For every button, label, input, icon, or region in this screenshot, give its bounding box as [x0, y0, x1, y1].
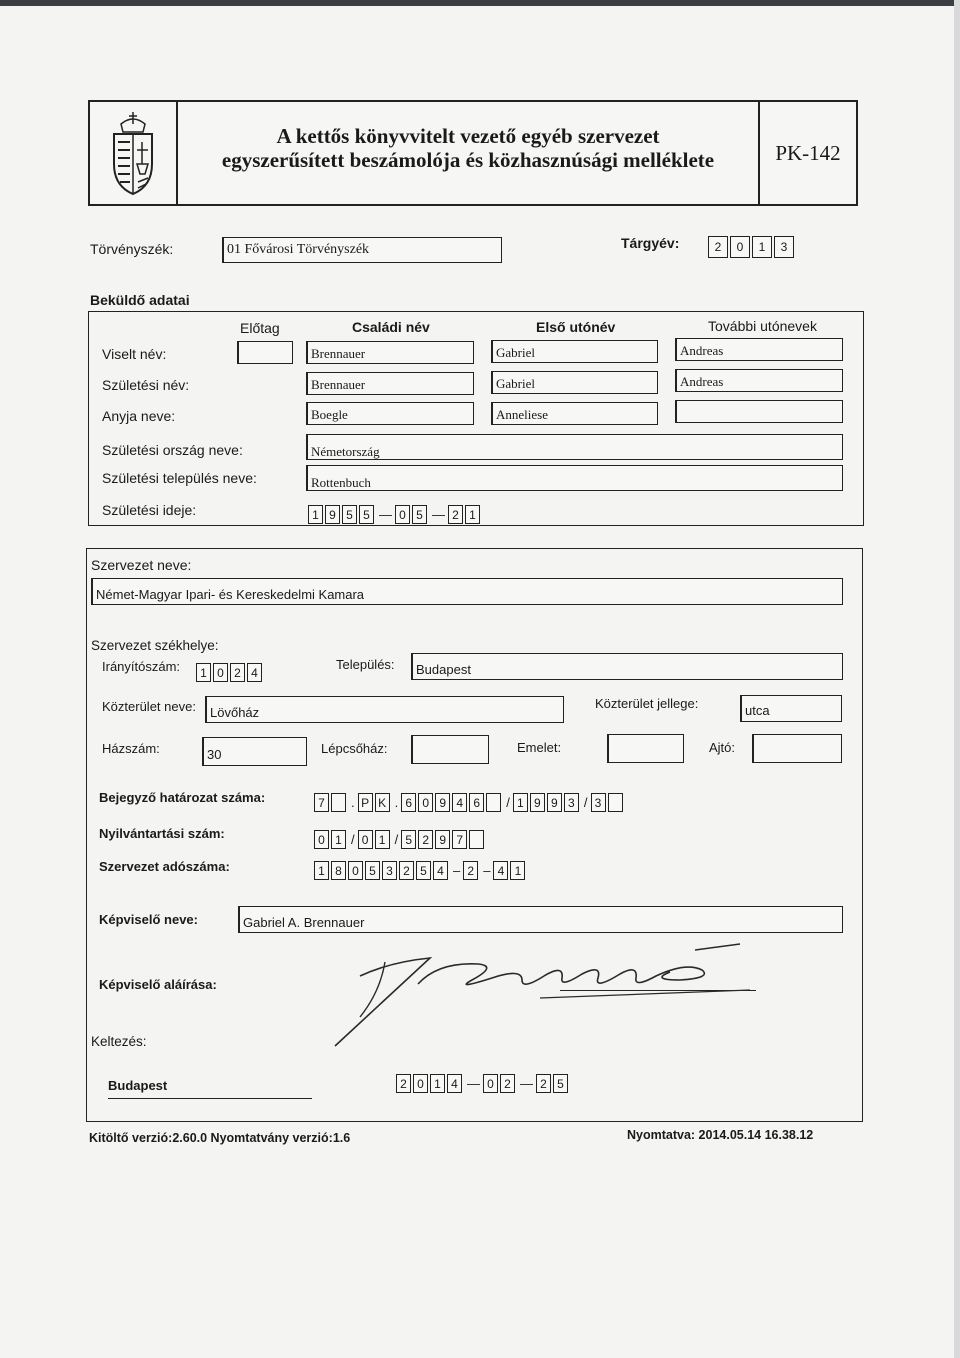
dated-date-field[interactable]: [396, 1074, 570, 1093]
digit-box: 4: [247, 663, 262, 682]
digit-box: 1: [513, 793, 528, 812]
dated-place-line: [108, 1098, 312, 1099]
digit-box: [469, 830, 484, 849]
scan-top-edge: [0, 0, 960, 6]
digit-box: K: [375, 793, 390, 812]
slash-separator: /: [394, 832, 399, 847]
digit-box: 2: [418, 830, 433, 849]
digit-box: 4: [452, 793, 467, 812]
slash-separator: /: [583, 795, 588, 810]
col-first-header: Első utónév: [536, 319, 616, 335]
digit-box: 2: [399, 861, 414, 880]
digit-box: 2: [708, 236, 728, 258]
birth-name-label: Születési név:: [102, 377, 190, 393]
floor-label: Emelet:: [517, 740, 562, 755]
registration-decision-field[interactable]: [314, 793, 625, 812]
footer-version: Kitöltő verzió:2.60.0 Nyomtatvány verzió:1.6: [89, 1131, 351, 1145]
digit-box: 9: [325, 505, 340, 524]
digit-box: 0: [395, 505, 410, 524]
date-separator: —: [467, 1076, 480, 1091]
worn-name-prefix-field[interactable]: [237, 341, 293, 364]
worn-name-label: Viselt név:: [102, 346, 167, 362]
dated-label: Keltezés:: [91, 1034, 147, 1049]
digit-box: [331, 793, 346, 812]
court-label: Törvényszék:: [90, 241, 174, 257]
house-number-field[interactable]: 30: [202, 737, 307, 766]
digit-box: 6: [469, 793, 484, 812]
dated-place[interactable]: Budapest: [108, 1078, 168, 1093]
birth-name-other-field[interactable]: Andreas: [675, 369, 843, 392]
digit-box: 3: [774, 236, 794, 258]
street-type-label: Közterület jellege:: [595, 696, 699, 711]
zip-field[interactable]: [196, 663, 264, 682]
birth-date-label: Születési ideje:: [102, 502, 197, 518]
door-field[interactable]: [752, 734, 842, 763]
digit-box: 1: [196, 663, 211, 682]
digit-box: 9: [530, 793, 545, 812]
footer-printed-timestamp: Nyomtatva: 2014.05.14 16.38.12: [627, 1128, 814, 1142]
digit-box: 5: [342, 505, 357, 524]
year-field[interactable]: [708, 236, 796, 258]
digit-box: 9: [435, 830, 450, 849]
mother-name-first-field[interactable]: Anneliese: [491, 402, 658, 425]
digit-box: 5: [401, 830, 416, 849]
stair-field[interactable]: [411, 735, 489, 764]
digit-box: 0: [358, 830, 373, 849]
digit-box: 2: [448, 505, 463, 524]
house-number-label: Házszám:: [102, 741, 160, 756]
org-seat-label: Szervezet székhelye:: [91, 638, 219, 653]
form-code: PK-142: [758, 102, 856, 204]
slash-separator: /: [351, 832, 355, 847]
slash-separator: /: [506, 795, 510, 810]
handwritten-signature: [330, 938, 760, 1050]
date-separator: —: [520, 1076, 533, 1091]
registry-number-label: Nyilvántartási szám:: [99, 826, 225, 841]
digit-box: 1: [314, 861, 329, 880]
representative-name-field[interactable]: Gabriel A. Brennauer: [238, 906, 843, 933]
digit-box: 9: [435, 793, 450, 812]
digit-box: 7: [314, 793, 329, 812]
birth-city-field[interactable]: Rottenbuch: [306, 465, 843, 491]
birth-country-label: Születési ország neve:: [102, 442, 243, 458]
floor-field[interactable]: [607, 734, 684, 763]
digit-box: 5: [416, 861, 431, 880]
col-other-header: További utónevek: [708, 318, 817, 334]
birth-name-family-field[interactable]: Brennauer: [306, 372, 474, 395]
digit-box: 5: [553, 1074, 568, 1093]
date-separator: —: [432, 507, 445, 522]
digit-box: 1: [752, 236, 772, 258]
city-label: Település:: [336, 657, 395, 672]
scan-right-edge: [954, 0, 960, 1358]
digit-box: 1: [308, 505, 323, 524]
digit-box: P: [358, 793, 373, 812]
tax-number-field[interactable]: [314, 861, 527, 880]
col-family-header: Családi név: [352, 319, 430, 335]
form-title-line1: A kettős könyvvitelt vezető egyéb szervezet: [276, 124, 660, 148]
digit-box: 4: [447, 1074, 462, 1093]
digit-box: 5: [412, 505, 427, 524]
digit-box: [608, 793, 623, 812]
digit-box: 2: [500, 1074, 515, 1093]
worn-name-first-field[interactable]: Gabriel: [491, 340, 658, 363]
digit-box: 0: [418, 793, 433, 812]
digit-box: 1: [331, 830, 346, 849]
digit-box: 8: [331, 861, 346, 880]
mother-name-family-field[interactable]: Boegle: [306, 402, 474, 425]
digit-box: 7: [452, 830, 467, 849]
city-field[interactable]: Budapest: [411, 653, 843, 680]
digit-box: 1: [510, 861, 525, 880]
digit-box: 0: [413, 1074, 428, 1093]
digit-box: 0: [483, 1074, 498, 1093]
digit-box: 1: [465, 505, 480, 524]
dash-separator: –: [453, 863, 461, 878]
digit-box: 0: [213, 663, 228, 682]
dot-separator: .: [394, 795, 399, 810]
digit-box: 2: [536, 1074, 551, 1093]
dash-separator: –: [483, 863, 491, 878]
digit-box: 2: [230, 663, 245, 682]
worn-name-other-field[interactable]: Andreas: [675, 338, 843, 361]
date-separator: —: [379, 507, 392, 522]
col-prefix-header: Előtag: [240, 320, 280, 336]
digit-box: 0: [314, 830, 329, 849]
digit-box: 5: [359, 505, 374, 524]
mother-name-other-field[interactable]: [675, 400, 843, 423]
submitter-section-title: Beküldő adatai: [90, 292, 190, 308]
mother-name-label: Anyja neve:: [102, 408, 176, 424]
form-header: [88, 100, 858, 206]
dot-separator: .: [351, 795, 355, 810]
digit-box: 9: [547, 793, 562, 812]
representative-signature-label: Képviselő aláírása:: [99, 977, 217, 992]
digit-box: 1: [375, 830, 390, 849]
digit-box: 3: [591, 793, 606, 812]
birth-date-field[interactable]: [308, 505, 482, 524]
registry-number-field[interactable]: [314, 830, 486, 849]
birth-name-first-field[interactable]: Gabriel: [491, 371, 658, 394]
org-name-field[interactable]: Német-Magyar Ipari- és Kereskedelmi Kamara: [91, 578, 843, 605]
registration-decision-label: Bejegyző határozat száma:: [99, 790, 266, 805]
digit-box: 1: [430, 1074, 445, 1093]
digit-box: 5: [365, 861, 380, 880]
worn-name-family-field[interactable]: Brennauer: [306, 341, 474, 364]
court-field[interactable]: 01 Fővárosi Törvényszék: [222, 237, 502, 263]
digit-box: 4: [493, 861, 508, 880]
digit-box: 6: [401, 793, 416, 812]
digit-box: 0: [730, 236, 750, 258]
form-title-line2: egyszerűsített beszámolója és közhasznúsági melléklete: [221, 148, 715, 172]
street-label: Közterület neve:: [102, 699, 196, 714]
digit-box: 2: [463, 861, 478, 880]
birth-country-field[interactable]: Németország: [306, 434, 843, 460]
digit-box: [486, 793, 501, 812]
digit-box: 2: [396, 1074, 411, 1093]
door-label: Ajtó:: [709, 740, 736, 755]
stair-label: Lépcsőház:: [321, 741, 388, 756]
year-label: Tárgyév:: [621, 235, 680, 251]
org-name-label: Szervezet neve:: [91, 557, 192, 573]
digit-box: 0: [348, 861, 363, 880]
street-type-field[interactable]: utca: [740, 695, 842, 722]
tax-number-label: Szervezet adószáma:: [99, 859, 230, 874]
birth-city-label: Születési település neve:: [102, 470, 257, 486]
digit-box: 3: [564, 793, 579, 812]
representative-name-label: Képviselő neve:: [99, 912, 198, 927]
digit-box: 4: [433, 861, 448, 880]
zip-label: Irányítószám:: [102, 659, 181, 674]
digit-box: 3: [382, 861, 397, 880]
form-title: [178, 124, 758, 172]
coat-of-arms-icon: [90, 102, 178, 204]
street-field[interactable]: Lövőház: [205, 696, 564, 723]
